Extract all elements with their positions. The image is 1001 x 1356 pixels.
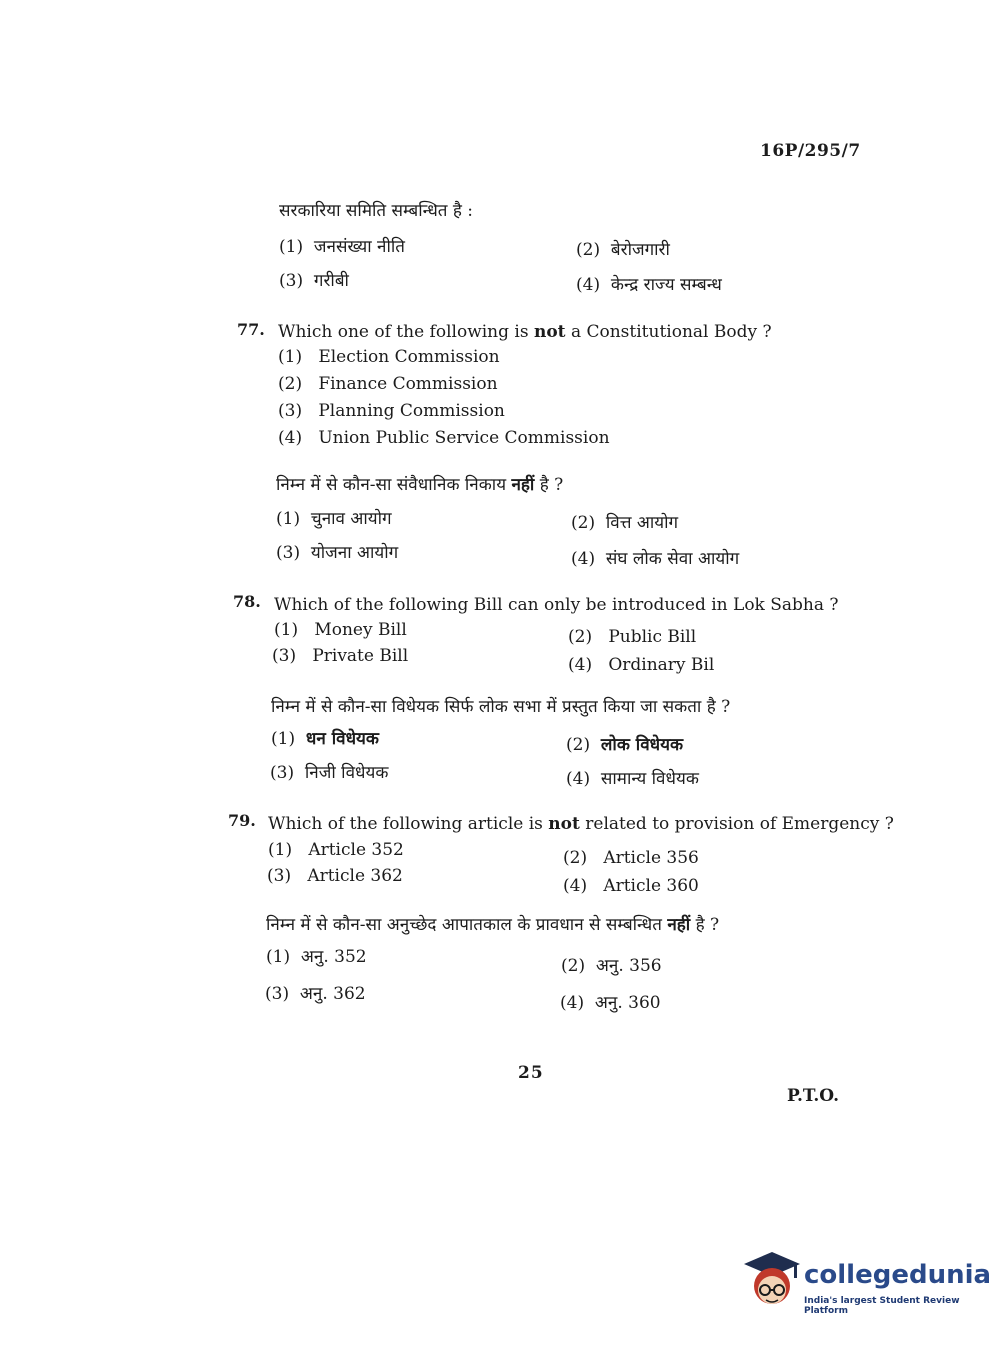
q77-option-1: (1) Election Commission — [278, 347, 500, 367]
collegedunia-logo — [742, 1250, 992, 1316]
page-number: 25 — [518, 1063, 544, 1083]
q77-option-3: (3) Planning Commission — [278, 401, 505, 421]
pto-label: P.T.O. — [787, 1086, 839, 1106]
logo-wordmark: collegedunia — [804, 1260, 992, 1290]
logo-tagline: India's largest Student Review Platform — [804, 1296, 960, 1316]
q79-hindi-option-1: (1) अनु. 352 — [266, 947, 367, 967]
q78-hindi-option-2: (2) लोक विधेयक — [566, 735, 684, 755]
q79-option-2: (2) Article 356 — [563, 848, 699, 868]
q78-number: 78. — [233, 592, 261, 611]
q78-option-4: (4) Ordinary Bil — [568, 655, 715, 675]
q76-hindi-option-2: (2) बेरोजगारी — [576, 240, 670, 260]
q78-hindi-question: निम्न में से कौन-सा विधेयक सिर्फ लोक सभा में प्रस्तुत किया जा सकता है ? — [271, 697, 731, 717]
q78-option-3: (3) Private Bill — [272, 646, 409, 666]
q77-option-4: (4) Union Public Service Commission — [278, 428, 610, 448]
q79-hindi-option-4: (4) अनु. 360 — [560, 993, 661, 1013]
mascot-icon — [742, 1250, 802, 1314]
q78-question: Which of the following Bill can only be introduced in Lok Sabha ? — [274, 595, 839, 615]
q77-hindi-option-1: (1) चुनाव आयोग — [276, 509, 392, 529]
q77-hindi-option-3: (3) योजना आयोग — [276, 543, 399, 563]
q79-question: Which of the following article is not related to provision of Emergency ? — [268, 814, 894, 834]
q79-option-1: (1) Article 352 — [268, 840, 404, 860]
q77-option-2: (2) Finance Commission — [278, 374, 498, 394]
q76-hindi-option-4: (4) केन्द्र राज्य सम्बन्ध — [576, 275, 722, 295]
q79-number: 79. — [228, 811, 256, 830]
q77-hindi-option-2: (2) वित्त आयोग — [571, 513, 679, 533]
q78-hindi-option-4: (4) सामान्य विधेयक — [566, 769, 699, 789]
q79-hindi-option-3: (3) अनु. 362 — [265, 984, 366, 1004]
q79-option-3: (3) Article 362 — [267, 866, 403, 886]
q76-hindi-question: सरकारिया समिति सम्बन्धित है : — [279, 201, 474, 221]
q77-hindi-option-4: (4) संघ लोक सेवा आयोग — [571, 549, 740, 569]
q76-hindi-option-3: (3) गरीबी — [279, 271, 349, 291]
q79-hindi-option-2: (2) अनु. 356 — [561, 956, 662, 976]
q76-hindi-option-1: (1) जनसंख्या नीति — [279, 237, 405, 257]
q79-option-4: (4) Article 360 — [563, 876, 699, 896]
q78-option-1: (1) Money Bill — [274, 620, 407, 640]
q79-hindi-question: निम्न में से कौन-सा अनुच्छेद आपातकाल के प्रावधान से सम्बन्धित नहीं है ? — [266, 915, 720, 935]
q77-number: 77. — [237, 320, 265, 339]
q78-option-2: (2) Public Bill — [568, 627, 697, 647]
paper-code: 16P/295/7 — [760, 141, 861, 161]
q77-question: Which one of the following is not a Constitutional Body ? — [278, 322, 772, 342]
q77-hindi-question: निम्न में से कौन-सा संवैधानिक निकाय नहीं है ? — [276, 475, 564, 495]
q78-hindi-option-1: (1) धन विधेयक — [271, 729, 379, 749]
q78-hindi-option-3: (3) निजी विधेयक — [270, 763, 389, 783]
